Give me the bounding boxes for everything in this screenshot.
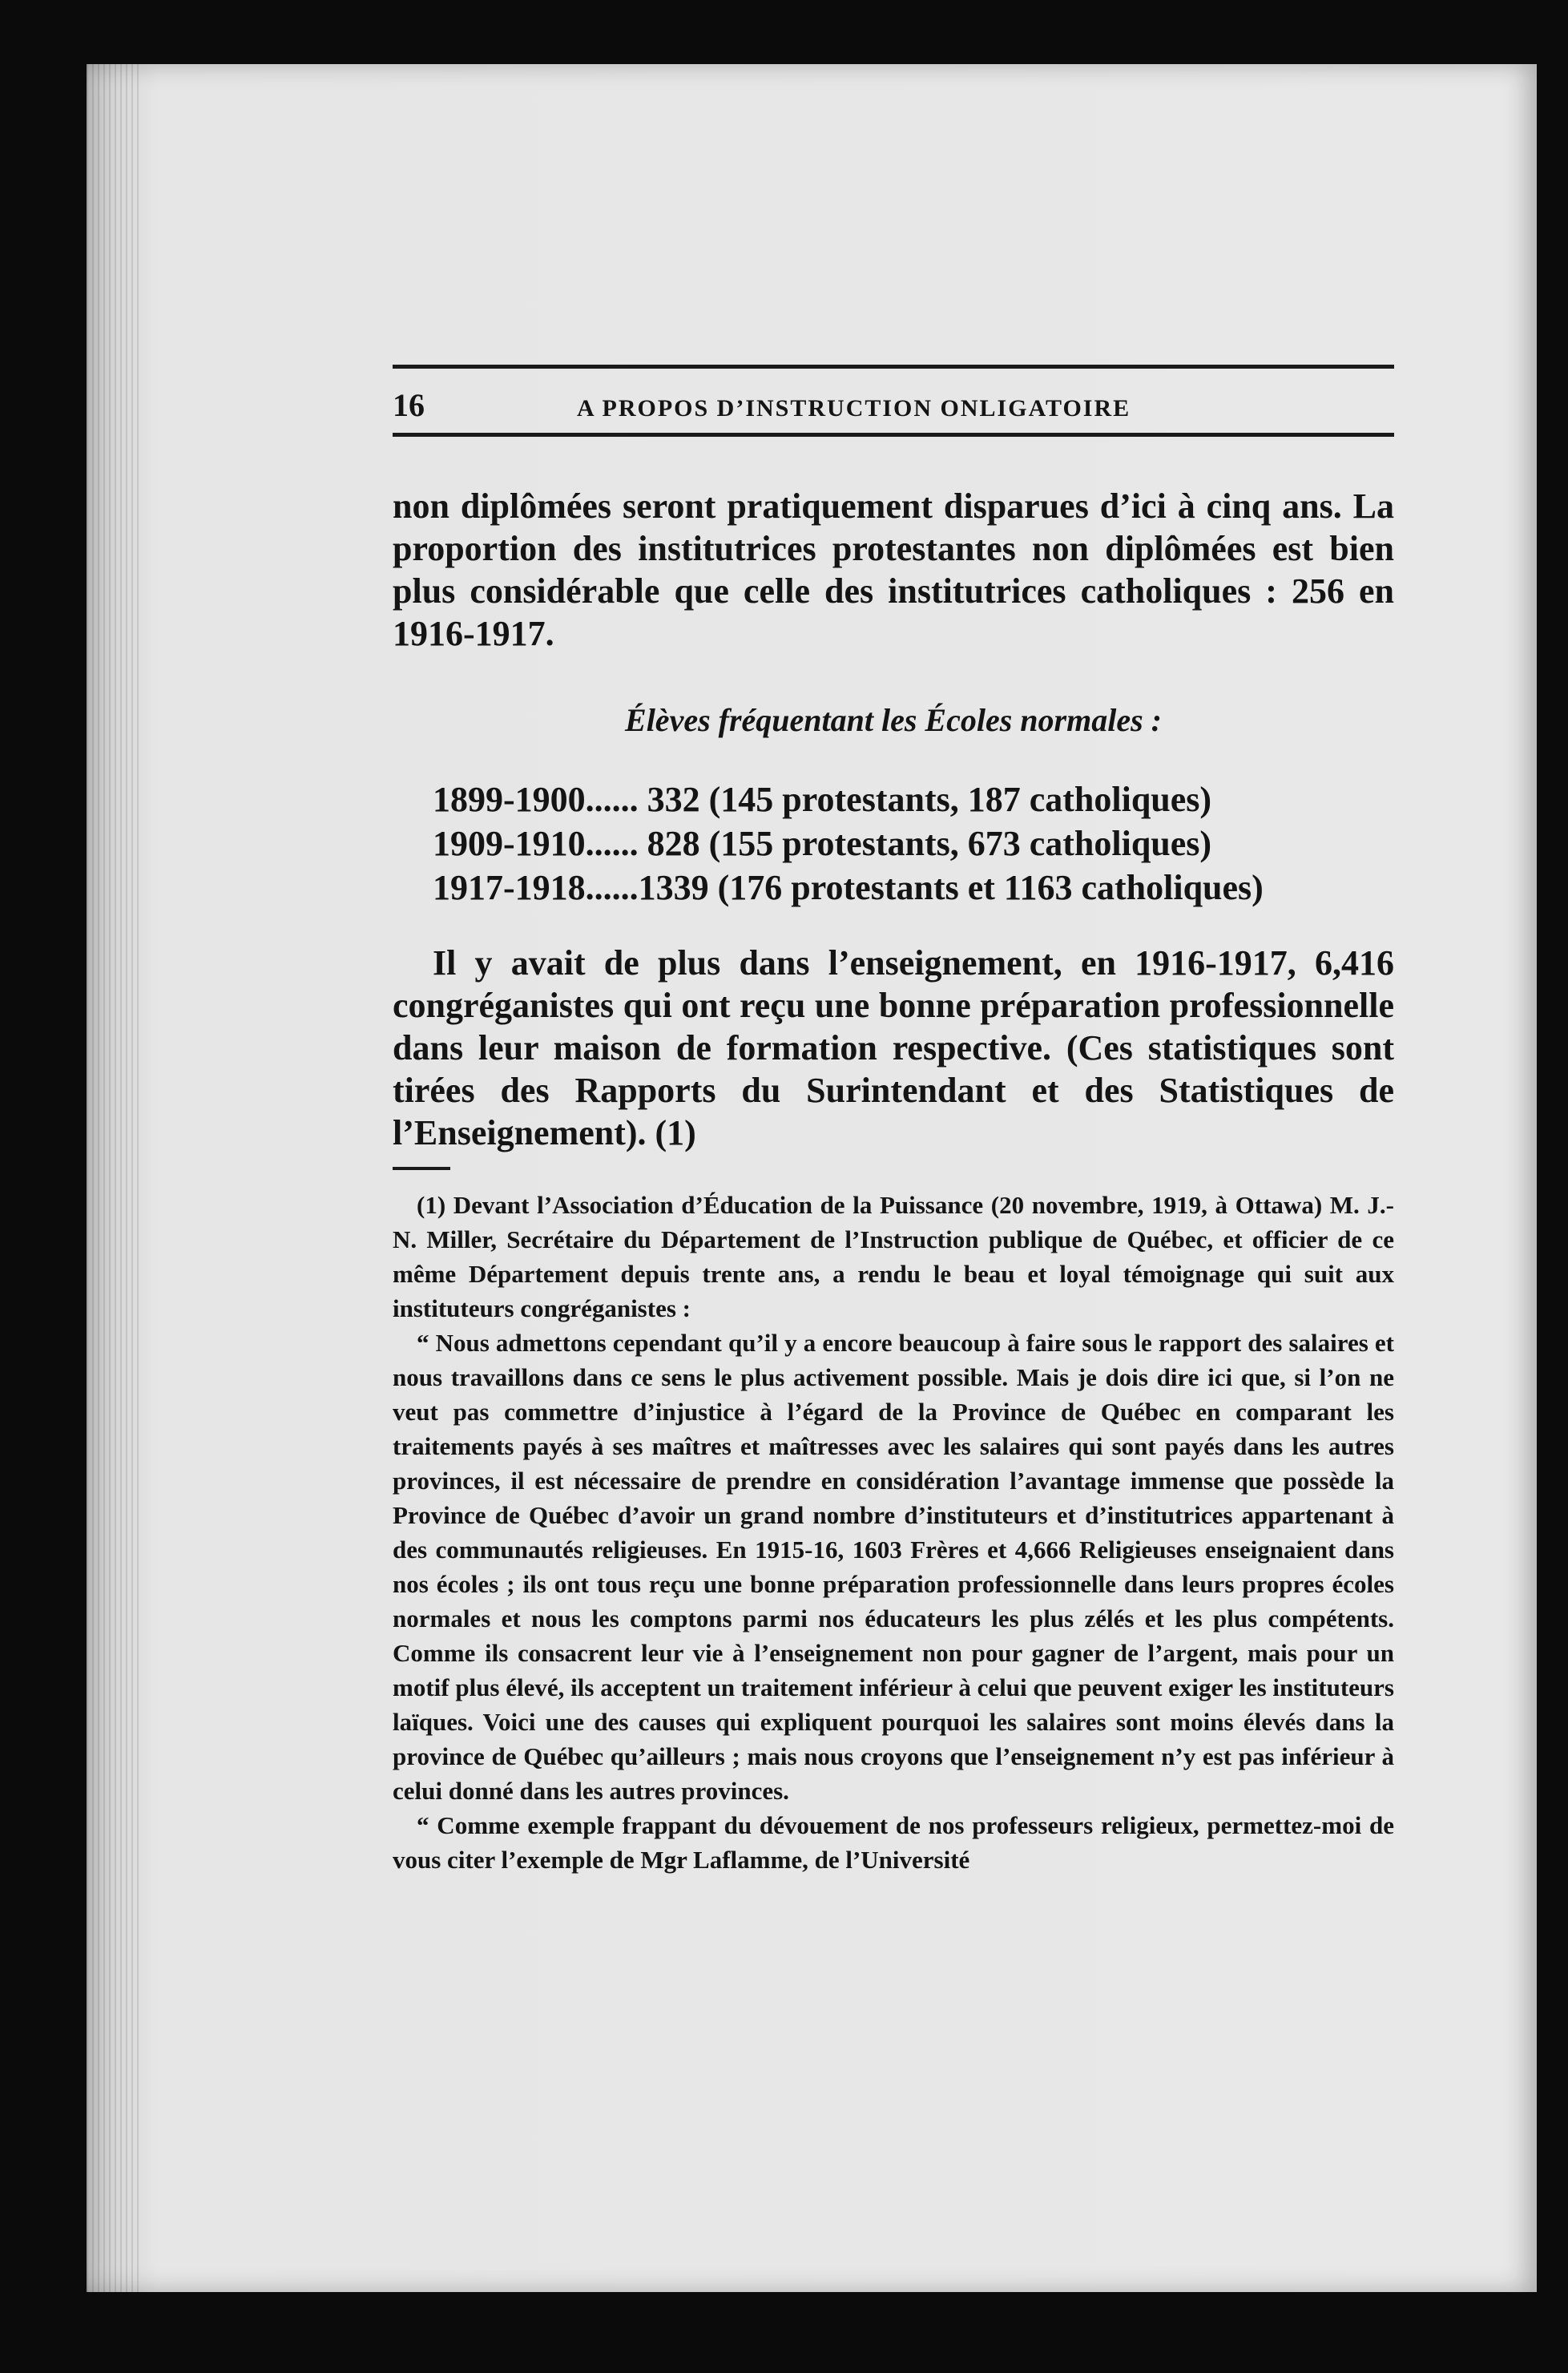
page-content (393, 365, 1394, 1877)
page-number: 16 (393, 387, 425, 423)
stats-row: 1909-1910...... 828 (155 protestants, 673 catholiques) (433, 824, 1212, 863)
stats-row: 1917-1918......1339 (176 protestants et 1163 catholiques) (433, 868, 1264, 907)
enrollment-stats-list (433, 777, 1394, 910)
body-paragraph-congreganistes: Il y avait de plus dans l’enseignement, en 1916-1917, 6,416 congréganistes qui ont reçu une bonne préparation professionnelle dans leur maison de formation respective. (Ces statistiques sont tirées des Rapports du Surintendant et des Statistiques de l’Enseignement). (1) (393, 943, 1394, 1152)
footnote-quote-paragraph: “ Nous admettons cependant qu’il y a encore beaucoup à faire sous le rapport des salaires et nous travaillons dans ce sens le plus activement possible. Mais je dois dire ici que, si l’on ne veut pas commettre d’injustice à l’égard de la Province de Québec en comparant les traitements payés à ses maîtres et maîtresses avec les salaires qui sont payés dans les autres provinces, il est nécessaire de prendre en considération l’avantage immense que possède la Province de Québec d’avoir un grand nombre d’instituteurs et d’institutrices appartenant à des communautés religieuses. En 1915-16, 1603 Frères et 4,666 Religieuses enseignaient dans nos écoles ; ils ont tous reçu une bonne préparation professionnelle dans leurs propres écoles normales et nous les comptons parmi nos éducateurs les plus zélés et les plus compétents. Comme ils consacrent leur vie à l’enseignement non pour gagner de l’argent, mais pour un motif plus élevé, ils acceptent un traitement inférieur à celui que peuvent exiger les instituteurs laïques. Voici une des causes qui expliquent pourquoi les salaires sont moins élevés dans la province de Québec qu’ailleurs ; mais nous croyons que l’enseignement n’y est pas inférieur à celui donné dans les autres provinces. (393, 1329, 1394, 1805)
running-header (393, 369, 1394, 433)
footnote-separator (393, 1167, 450, 1170)
running-title: A PROPOS D’INSTRUCTION ONLIGATOIRE (577, 395, 1131, 422)
footnote-quote-paragraph: “ Comme exemple frappant du dévouement de nos professeurs religieux, permettez-moi de vous citer l’exemple de Mgr Laflamme, de l’Université (393, 1811, 1394, 1874)
body-paragraph-continuation: non diplômées seront pratiquement disparues d’ici à cinq ans. La proportion des institutrices protestantes non diplômées est bien plus considérable que celle des institutrices catholiques : 256 en 1916-1917. (393, 486, 1394, 653)
footnote-paragraph: (1) Devant l’Association d’Éducation de la Puissance (20 novembre, 1919, à Ottawa) M. J.-N. Miller, Secrétaire du Département de l’Instruction publique de Québec, et officier de ce même Département depuis trente ans, a rendu le beau et loyal témoignage qui suit aux instituteurs congréganistes : (393, 1191, 1394, 1322)
header-bottom-rule (393, 433, 1394, 437)
table-heading: Élèves fréquentant les Écoles normales : (625, 702, 1162, 738)
stats-row: 1899-1900...... 332 (145 protestants, 187 catholiques) (433, 780, 1212, 819)
page-binding-edge (87, 64, 143, 2292)
